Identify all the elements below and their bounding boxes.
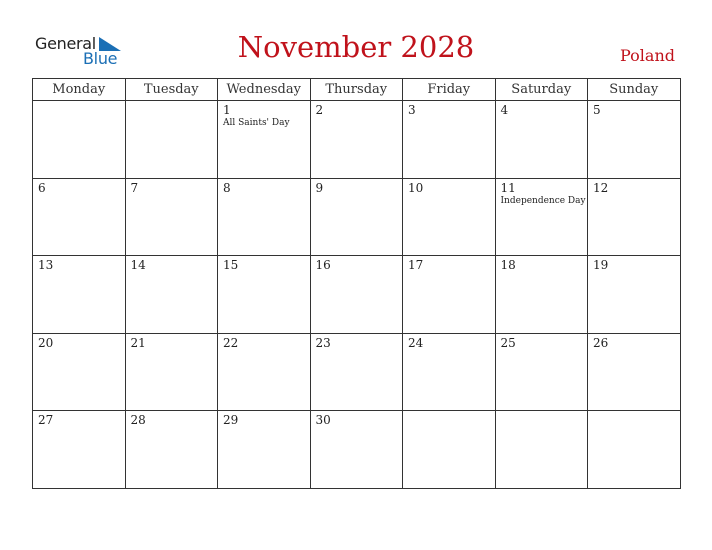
day-cell (495, 256, 588, 334)
day-number: 24 (408, 335, 424, 350)
day-cell (218, 411, 311, 489)
week-row (33, 101, 681, 179)
day-number: 4 (500, 103, 509, 117)
day-cell (403, 101, 496, 179)
logo-word-blue: Blue (83, 49, 118, 68)
calendar-title: November 2028 (237, 30, 475, 64)
weekday-header: Monday (33, 79, 126, 101)
day-cell (588, 101, 681, 179)
day-cell (495, 101, 588, 179)
day-cell (310, 333, 403, 411)
weekday-header: Tuesday (125, 79, 218, 101)
week-row (33, 411, 681, 489)
day-number: 8 (223, 180, 231, 195)
day-number: 12 (593, 180, 609, 195)
day-cell (403, 333, 496, 411)
day-cell (125, 333, 218, 411)
day-cell (310, 178, 403, 256)
day-cell (588, 333, 681, 411)
day-number: 20 (38, 335, 54, 350)
calendar-grid (32, 78, 681, 489)
day-number: 16 (315, 258, 331, 272)
week-row (33, 333, 681, 411)
day-number: 26 (593, 335, 609, 350)
day-cell (403, 256, 496, 334)
day-cell (33, 411, 126, 489)
holiday-label: Independence Day (500, 195, 586, 206)
logo-word-general: General (35, 34, 96, 53)
day-cell (495, 333, 588, 411)
day-number: 11 (500, 180, 516, 195)
day-cell (33, 333, 126, 411)
day-number: 28 (130, 413, 146, 427)
week-row (33, 256, 681, 334)
day-cell (125, 101, 218, 179)
day-cell (310, 411, 403, 489)
day-cell (588, 256, 681, 334)
weekday-header: Saturday (495, 79, 588, 101)
day-number: 10 (408, 180, 424, 195)
day-number: 23 (315, 335, 331, 350)
day-cell (495, 411, 588, 489)
day-cell (218, 256, 311, 334)
day-number: 17 (408, 258, 424, 272)
day-number: 7 (130, 180, 139, 195)
day-number: 14 (130, 258, 146, 272)
day-number: 25 (500, 335, 516, 350)
day-cell (218, 101, 311, 179)
day-cell (588, 178, 681, 256)
day-number: 27 (38, 413, 54, 427)
weekday-header-row (33, 79, 681, 101)
day-cell (403, 178, 496, 256)
weekday-header: Wednesday (218, 79, 311, 101)
day-number: 22 (223, 335, 239, 350)
weekday-header: Thursday (310, 79, 403, 101)
day-number: 6 (38, 180, 46, 195)
weekday-header: Friday (403, 79, 496, 101)
day-number: 18 (500, 258, 516, 272)
weekday-header: Sunday (588, 79, 681, 101)
day-cell (33, 101, 126, 179)
day-cell (218, 333, 311, 411)
day-number: 2 (315, 103, 324, 117)
day-number: 15 (223, 258, 239, 272)
day-cell (125, 411, 218, 489)
day-number: 1 (223, 103, 231, 117)
day-cell (33, 178, 126, 256)
day-number: 21 (130, 335, 146, 350)
day-number: 30 (315, 413, 331, 427)
day-cell (403, 411, 496, 489)
day-cell (310, 101, 403, 179)
day-cell (33, 256, 126, 334)
day-cell (495, 178, 588, 256)
day-cell (125, 178, 218, 256)
day-number: 19 (593, 258, 609, 272)
week-row (33, 178, 681, 256)
day-cell (310, 256, 403, 334)
day-number: 29 (223, 413, 239, 427)
day-number: 5 (593, 103, 601, 117)
holiday-label: All Saints' Day (223, 118, 290, 128)
day-cell (588, 411, 681, 489)
country-label: Poland (620, 46, 675, 65)
day-number: 9 (315, 180, 324, 195)
day-cell (218, 178, 311, 256)
day-cell (125, 256, 218, 334)
day-number: 13 (38, 258, 54, 272)
day-number: 3 (408, 103, 416, 117)
